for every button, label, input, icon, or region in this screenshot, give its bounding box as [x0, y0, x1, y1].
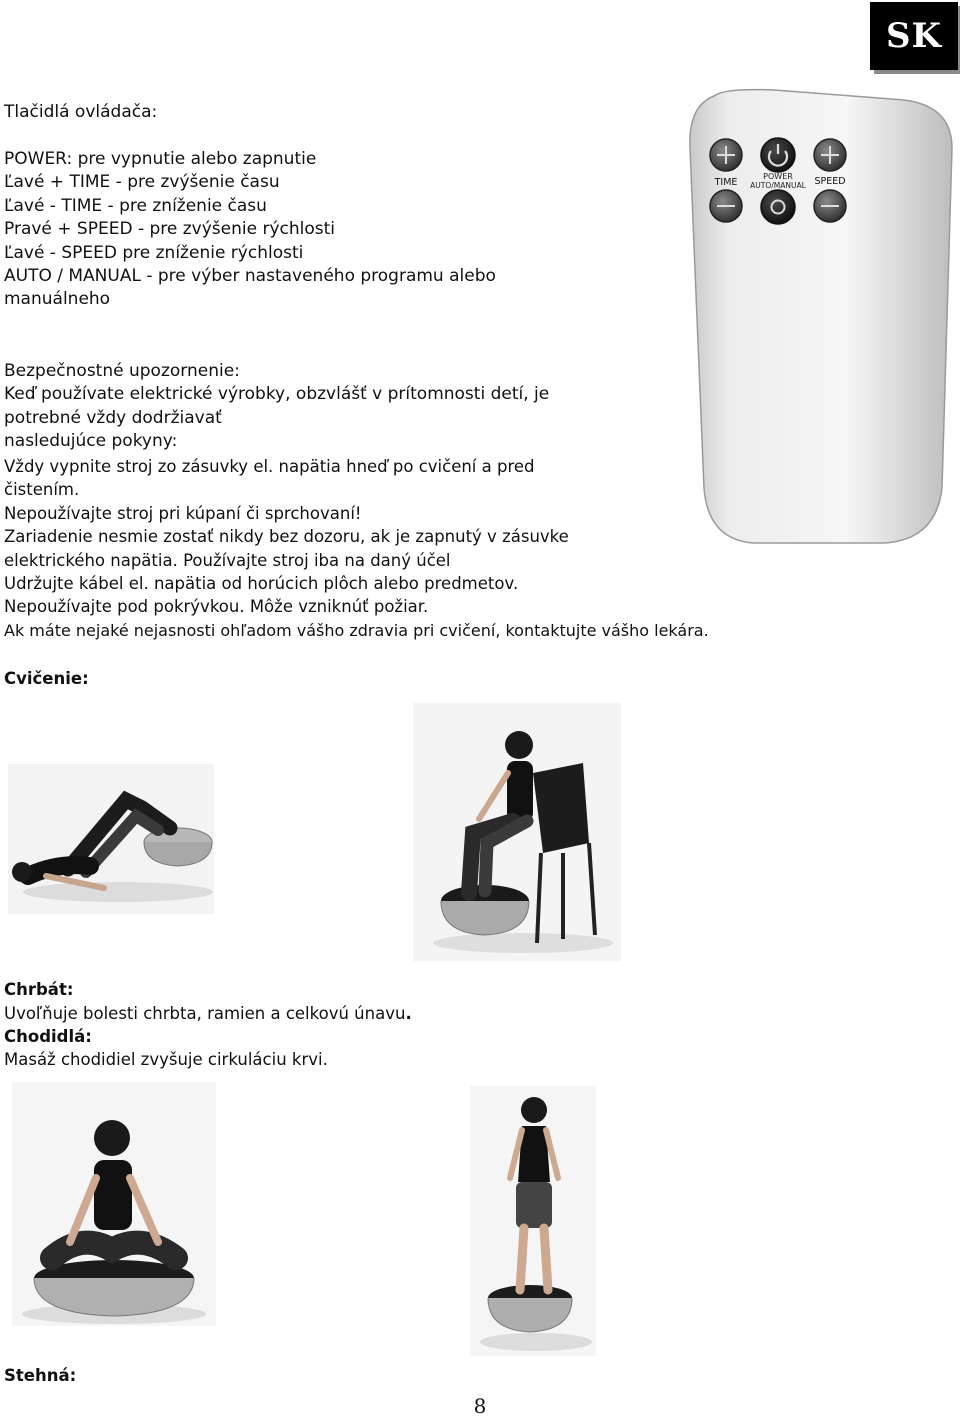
safety-section: [4, 360, 549, 454]
page-number: 8: [473, 1394, 487, 1418]
remote-time-label: TIME: [714, 177, 738, 188]
safety-heading: Bezpečnostné upozornenie:: [4, 361, 240, 381]
exercise-photo-thigh-seated: [12, 1082, 216, 1326]
controls-line: AUTO / MANUAL - pre výber nastaveného programu alebo: [4, 266, 496, 287]
exercise-photo-thigh-standing: [470, 1086, 596, 1356]
safety-line: Nepoužívajte stroj pri kúpaní či sprchovaní!: [4, 503, 362, 523]
controls-line: Ľavé + TIME - pre zvýšenie času: [4, 172, 280, 193]
safety-line: Vždy vypnite stroj zo zásuvky el. napätia hneď po cvičení a pred: [4, 457, 535, 476]
feet-description: Masáž chodidiel zvyšuje cirkuláciu krvi.: [4, 1050, 328, 1069]
safety-instructions: [4, 455, 709, 642]
thigh-heading: Stehná:: [4, 1366, 77, 1385]
safety-line: Zariadenie nesmie zostať nikdy bez dozoru, ak je zapnutý v zásuvke: [4, 527, 569, 547]
controls-line: Pravé + SPEED - pre zvýšenie rýchlosti: [4, 219, 336, 240]
controls-line: Ľavé - SPEED pre zníženie rýchlosti: [4, 242, 304, 263]
feet-heading: Chodidlá:: [4, 1027, 92, 1046]
back-text: Uvoľňuje bolesti chrbta, ramien a celkovú únavu: [4, 1004, 406, 1023]
safety-line: Keď používate elektrické výrobky, obzvlášť v prítomnosti detí, je: [4, 384, 550, 405]
safety-line: elektrického napätia. Používajte stroj iba na daný účel: [4, 550, 451, 570]
language-badge: SK: [870, 2, 958, 70]
remote-minus-right-button: [814, 190, 846, 222]
controls-line: Ľavé - TIME - pre zníženie času: [4, 195, 267, 216]
remote-auto-manual-button: [761, 190, 795, 224]
remote-plus-left-button: [710, 139, 742, 171]
remote-minus-left-button: [710, 190, 742, 222]
safety-line: potrebné vždy dodržiavať: [4, 407, 222, 428]
remote-plus-right-button: [814, 139, 846, 171]
remote-power-label: POWER: [763, 172, 793, 181]
controls-heading: Tlačidlá ovládača:: [4, 102, 158, 122]
controls-line: manuálneho: [4, 289, 111, 310]
safety-line: Nepoužívajte pod pokrývkou. Môže vzniknúť požiar.: [4, 597, 429, 617]
controls-line: POWER: pre vypnutie alebo zapnutie: [4, 149, 317, 169]
safety-line: Ak máte nejaké nejasnosti ohľadom vášho zdravia pri cvičení, kontaktujte vášho lekára.: [4, 620, 709, 640]
controls-list: [4, 148, 496, 312]
exercise-photo-back: [8, 764, 214, 914]
safety-line: nasledujúce pokyny:: [4, 431, 178, 452]
safety-line: čistením.: [4, 480, 80, 500]
exercise-heading: Cvičenie:: [4, 669, 89, 688]
back-description: [4, 1002, 412, 1025]
remote-speed-label: SPEED: [814, 176, 846, 187]
back-heading: Chrbát:: [4, 980, 74, 999]
back-period: .: [405, 1004, 412, 1023]
remote-auto-manual-label: AUTO/MANUAL: [750, 181, 806, 190]
exercise-photo-feet-chair: [413, 703, 621, 961]
remote-control-image: [684, 88, 960, 548]
safety-line: Udržujte kábel el. napätia od horúcich plôch alebo predmetov.: [4, 574, 519, 594]
remote-power-button: [761, 138, 795, 172]
